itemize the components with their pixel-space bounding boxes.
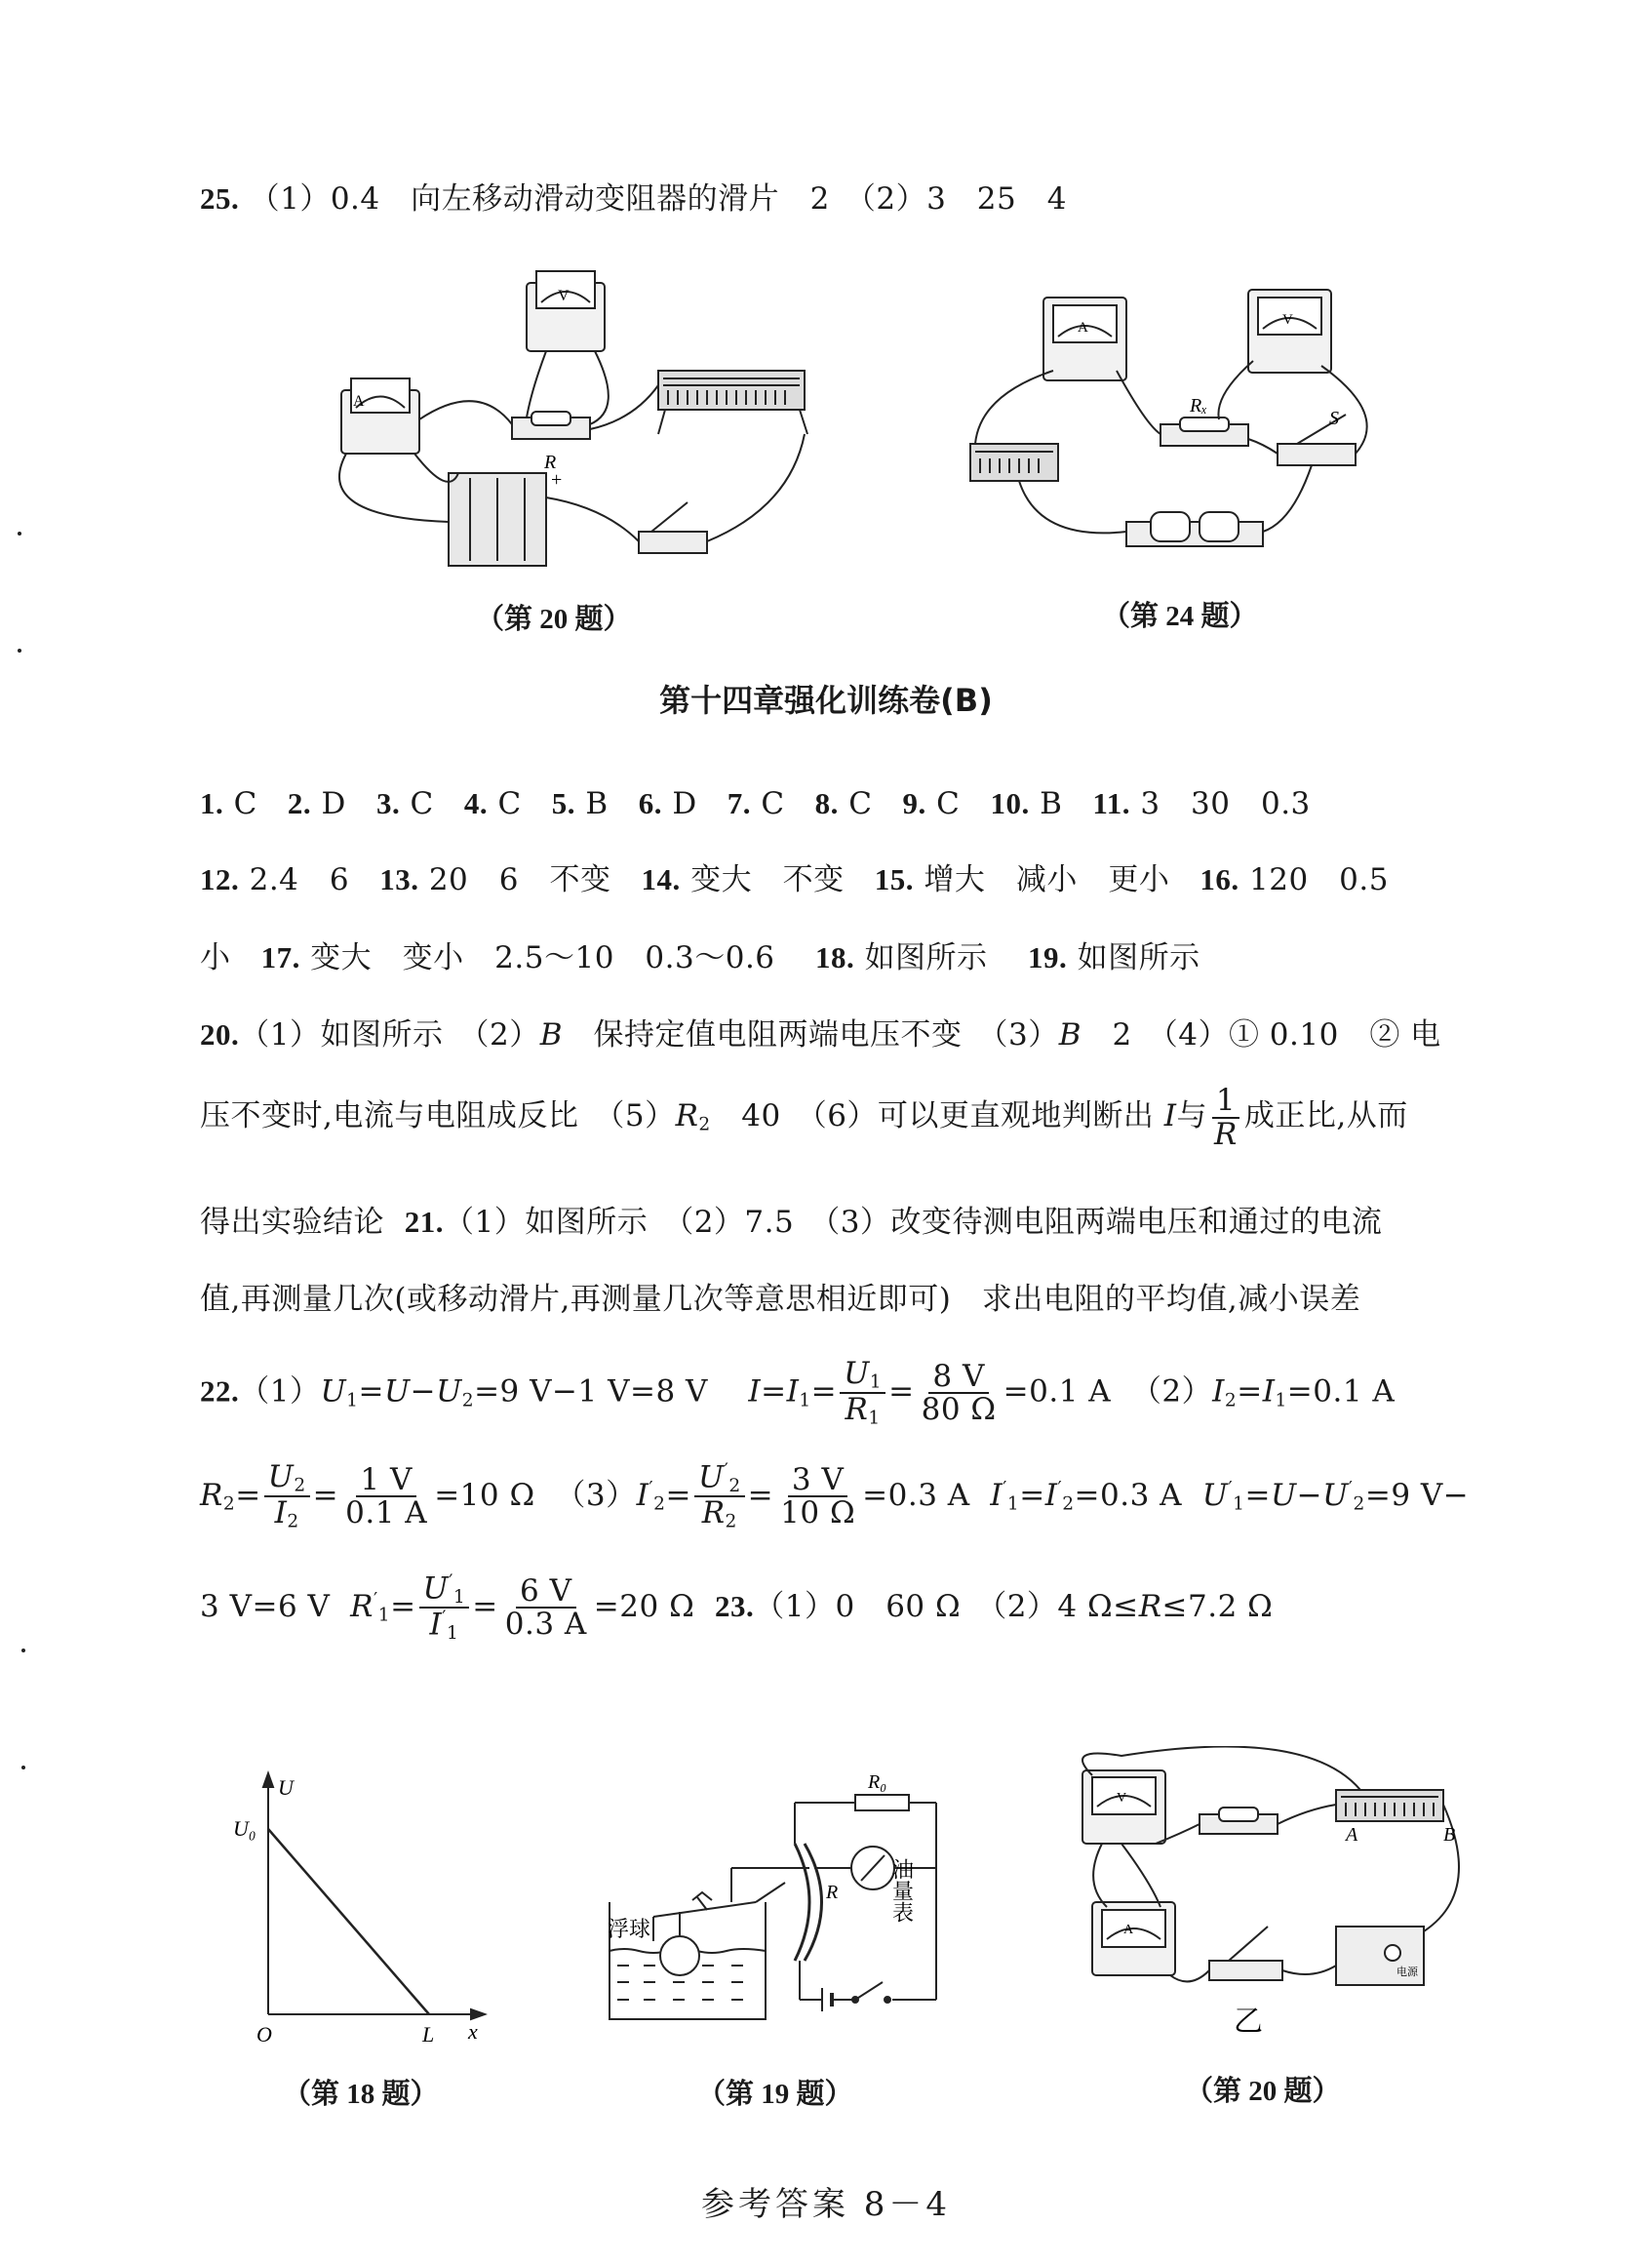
fraction-u1p-i1p: $\frac{U'_1}{I'_1}$ [419, 1572, 470, 1644]
answer-item: 6. D [638, 786, 697, 821]
svg-text:A: A [1123, 1923, 1134, 1937]
fraction-3v-10ohm: $\frac{3 V}{10 \Omega}$ [780, 1461, 856, 1531]
fig19-circuit-drawing [600, 1756, 965, 2029]
fig20-resistor-label: R [544, 452, 557, 473]
margin-dot [18, 532, 21, 536]
answer-item: 12. 2.4 6 [200, 862, 350, 897]
fig18-graph [229, 1766, 512, 2048]
fraction-one-over-r: $\frac{1}{R}$ [1210, 1085, 1241, 1150]
fig18-caption: （第 18 题） [283, 2079, 439, 2110]
answer-item: 18. 如图所示 [814, 940, 988, 975]
fig24-voltmeter-label: V [1282, 312, 1293, 328]
fig20b-yi-label: 乙 [1234, 2006, 1263, 2038]
fig24-ammeter-label: A [1078, 320, 1088, 336]
fig20-top-caption: （第 20 题） [476, 604, 632, 635]
fraction-1v-01a: $\frac{1 V}{0.1 A}$ [345, 1461, 428, 1531]
q20-line-2: 压不变时,电流与电阻成反比 $(5)R_2$ 40 （6）可以更直观地判断出 I与 $\frac{1}{R}$ 成正比,从而 [200, 1083, 1408, 1152]
q22-line-1: $22.(1)U_1=U-U_2=9$ V−1 V=8 V $I=I_1=$ $\frac{U_1}{R_1}$ = $\frac{8 V}{80 \Omega}$ =0.1 A $(2)I_2=I_1=0.1$ A [200, 1356, 1396, 1429]
fraction-u1-r1: $\frac{U_1}{R_1}$ [840, 1358, 885, 1428]
answer-item: 5. B [551, 786, 609, 821]
fig20-voltmeter-label: V [558, 288, 570, 304]
fig19-gauge-label: 油量表 [889, 1858, 915, 1923]
answer-item: 11. 3 30 0.3 [1092, 786, 1311, 821]
fig20-circuit-drawing [302, 263, 848, 576]
fig18-l-label: L [422, 2022, 435, 2046]
fraction-6v-03a: $\frac{6 V}{0.3 A}$ [504, 1572, 587, 1643]
answer-item: 2. D [287, 786, 346, 821]
answer-item: 8. C [814, 786, 873, 821]
q21-line-1: 得出实验结论 21.（1）如图所示 （2）7.5 （3）改变待测电阻两端电压和通过的电流 [200, 1205, 1383, 1240]
answer-item: 19. 如图所示 [1027, 940, 1200, 975]
fig20b-source-label: 电源 [1396, 1967, 1418, 1978]
fig19-oil-gauge-circuit [600, 1756, 965, 2029]
margin-dot [21, 1649, 25, 1652]
answers-line-1 [200, 778, 1311, 822]
fig24-switch-label: S [1329, 408, 1339, 429]
fig20-circuit-figure [302, 263, 848, 576]
answer-item: 13. 20 6 不变 [379, 862, 611, 897]
margin-dot [18, 649, 21, 653]
fig24-rx-label: Rₓ [1190, 395, 1207, 417]
fig18-x-axis-label: x [468, 2019, 478, 2044]
fig18-graph-drawing [229, 1766, 512, 2048]
answer-item: 17. 变大 变小 2.5～10 0.3～0.6 [260, 940, 775, 975]
fig19-caption: （第 19 题） [697, 2079, 853, 2110]
q25-number: 25. [200, 181, 240, 216]
fig18-u-axis-label: U [278, 1775, 294, 1800]
answer-item: 7. C [727, 786, 785, 821]
fraction-u2-i2: $\frac{U_2}{I_2}$ [264, 1461, 310, 1531]
fig20b-a-label: A [1346, 1824, 1358, 1846]
fig19-r0-label: R₀ [868, 1771, 887, 1793]
fig18-origin-label: O [256, 2022, 272, 2046]
fig24-circuit-figure [961, 278, 1390, 561]
fig19-r-label: R [826, 1882, 839, 1903]
answer-item: 16. 120 0.5 [1200, 862, 1389, 897]
fig20b-circuit-figure [1063, 1746, 1473, 2039]
q20-line-1: 20.（1）如图所示 （2）B 保持定值电阻两端电压不变 （3）B 2 （4）① 0.10 ② 电 [200, 1017, 1441, 1053]
svg-text:V: V [1117, 1791, 1127, 1806]
answer-item: 10. B [990, 786, 1063, 821]
q22-line-2: $R_2=$ $\frac{U_2}{I_2}$ = $\frac{1 V}{0.1 A}$ =10 Ω $(3)I'_2=$ $\frac{U'_2}{R_2}$ = $\frac{3 V}{10 \Omega}$ =0.3 A $I'_1=I'_2=0.3$ A $U'_1=U-U'_2=9$ V− [200, 1459, 1470, 1533]
answers-line-2 [200, 854, 1389, 898]
answer-item: 9. C [902, 786, 961, 821]
answer-item: 15. 增大 减小 更小 [874, 862, 1170, 897]
page-footer: 参考答案 8－4 [700, 2185, 952, 2224]
fig20b-caption: （第 20 题） [1185, 2076, 1341, 2107]
answer-item: 4. C [463, 786, 522, 821]
fig24-caption: （第 24 题） [1102, 601, 1258, 632]
q25-line [200, 174, 1067, 218]
fig20-ammeter-label: A [353, 393, 365, 410]
svg-text:+: + [551, 469, 563, 491]
section-title: 第十四章强化训练卷(B) [659, 682, 993, 719]
fraction-u2p-r2: $\frac{U'_2}{R_2}$ [694, 1461, 745, 1532]
q23-line: 3 V=6 V $R'_1=$ $\frac{U'_1}{I'_1}$ = $\frac{6 V}{0.3 A}$ =20 Ω 23.（1）0 60 Ω （2）4 Ω≤R≤7.2 Ω [200, 1570, 1274, 1645]
fig20b-circuit-drawing [1063, 1746, 1473, 2039]
margin-dot [21, 1766, 25, 1769]
q25-answer: （1）0.4 向左移动滑动变阻器的滑片 2 （2）3 25 4 [249, 181, 1067, 217]
answer-item: 14. 变大 不变 [641, 862, 845, 897]
fig20b-b-label: B [1443, 1824, 1456, 1846]
fig24-circuit-drawing [961, 278, 1390, 561]
fig18-u0-label: U₀ [233, 1816, 256, 1841]
fraction-8v-80ohm: $\frac{8 V}{80 \Omega}$ [921, 1358, 997, 1428]
answer-item: 1. C [200, 786, 257, 821]
answer-item: 3. C [375, 786, 434, 821]
fig19-float-label: 浮球 [608, 1917, 651, 1941]
q21-line-2: 值,再测量几次(或移动滑片,再测量几次等意思相近即可) 求出电阻的平均值,减小误差 [200, 1282, 1361, 1317]
answers-line-3: 小 17. 变大 变小 2.5～10 0.3～0.6 18. 如图所示 19. 如图所示 [200, 940, 1200, 975]
